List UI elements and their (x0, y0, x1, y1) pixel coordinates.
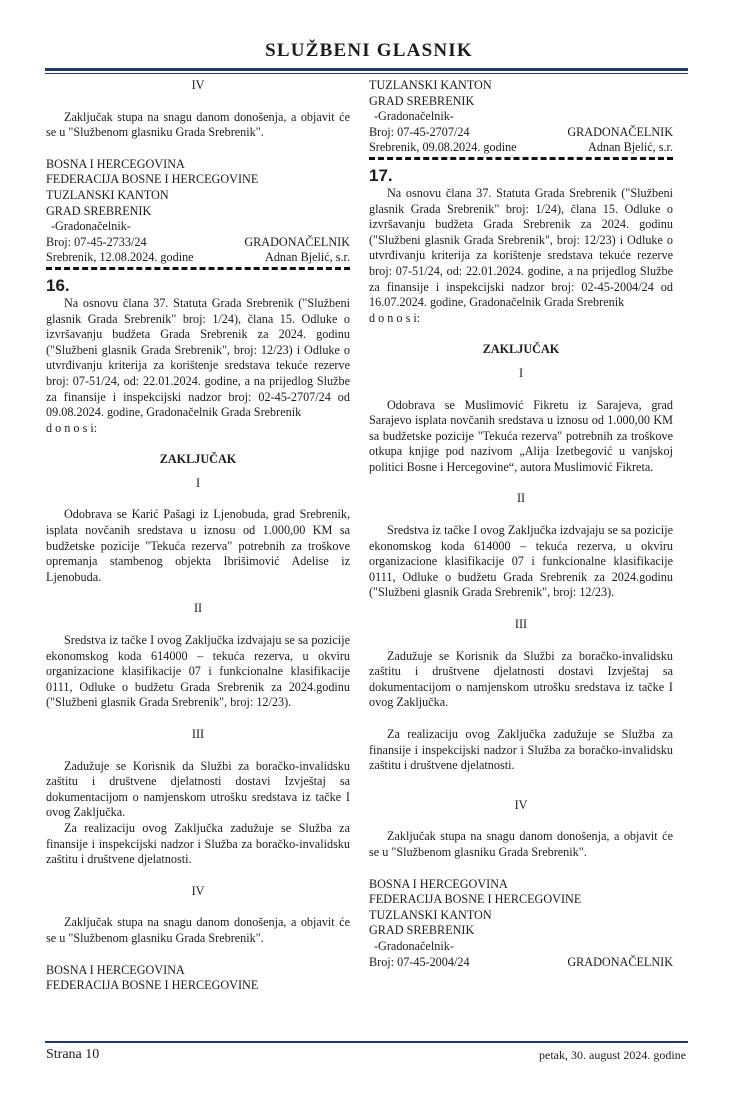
act-preamble: Na osnovu člana 37. Statuta Grada Srebrenik ("Službeni glasnik Grada Srebrenik" broj: 1/24), člana 15. Odluke o izvršavanju budžeta Grada Srebrenik za 2024. godinu ("Službeni glasnik Grada Srebrenik", broj: 12/23) i Odluke o utvrđivanju kriterija za korištenje sredstava tekuće rezerve broj: 07-51/24, od: 22.01.2024. godine, a na prijedlog Službe za finansije i inspekcijski nadzor broj: 02-45-2707/24 od 09.08.2024. godine, Gradonačelnik Grada Srebrenik (46, 295, 350, 420)
act-number: 17. (369, 165, 393, 185)
sig-role: GRADONAČELNIK (567, 124, 673, 139)
section-iv-heading: IV (191, 78, 205, 92)
sig-role: GRADONAČELNIK (567, 954, 673, 969)
sig-date: Srebrenik, 12.08.2024. godine (46, 250, 194, 265)
signature-block (46, 157, 350, 266)
section-i-heading: I (518, 365, 524, 380)
footer-rule (45, 1041, 688, 1043)
section-iv-text: Zaključak stupa na snagu danom donošenja, a objavit će se u "Službenom glasniku Grada Srebrenik". (369, 829, 673, 859)
act-title: ZAKLJUČAK (482, 342, 560, 357)
sig-row (46, 250, 350, 266)
sig-row (369, 140, 673, 156)
section-ii-text: Sredstva iz tačke I ovog Zaključka izdvajaju se sa pozicije ekonomskog koda 614000 – tekuća rezerva, u okviru organizacione klasifikacije 07 i funkcionalne klasifikacije 0111, Odluke o budžetu Grada Srebrenik za 2024.godinu ("Službeni glasnik Grada Srebrenik", broj: 12/23). (369, 523, 673, 600)
header-rule-thin (45, 73, 688, 74)
sig-row (46, 235, 350, 251)
sig-line: FEDERACIJA BOSNE I HERCEGOVINE (46, 172, 259, 187)
act-donosi: d o n o s i: (369, 310, 421, 325)
header-rule (45, 68, 688, 71)
sig-line: BOSNA I HERCEGOVINA (369, 876, 508, 891)
section-iv-text: Zaključak stupa na snagu danom donošenja, a objavit će se u "Službenom glasniku Grada Srebrenik". (46, 109, 350, 140)
sig-line: -Gradonačelnik- (374, 938, 454, 953)
sig-line: -Gradonačelnik- (51, 219, 131, 234)
sig-row (369, 955, 673, 971)
sig-line: GRAD SREBRENIK (369, 93, 475, 108)
sig-line: BOSNA I HERCEGOVINA (46, 156, 185, 171)
issue-date: petak, 30. august 2024. godine (539, 1048, 686, 1062)
section-iii-text: Zadužuje se Korisnik da Službi za boračko-invalidsku zaštitu i društvene djelatnosti dostavi Izvještaj sa dokumentacijom o namjenskom utrošku sredstava iz tačke I ovog Zaključka. (369, 648, 673, 710)
sig-name: Adnan Bjelić, s.r. (265, 250, 350, 265)
section-i-text: Odobrava se Karić Pašagi iz Ljenobuda, grad Srebrenik, isplata novčanih sredstava u iznosu od 1.000,00 KM sa budžetske pozicije "Tekuća rezerva" potrebnih za troškove opremanja stambenog objekta Ibrišimović Adelise iz Ljenobuda. (46, 507, 350, 584)
right-column (369, 78, 673, 970)
section-iii-text-2: Za realizaciju ovog Zaključka zadužuje se Služba za finansije i inspekcijski nadzor i Služba za boračko-invalidsku zaštitu i društvene djelatnosti. (369, 727, 673, 773)
section-i-text: Odobrava se Muslimović Fikretu iz Sarajeva, grad Sarajevo isplata novčanih sredstava u iznosu od 1.000,00 KM sa budžetske pozicije "Tekuća rezerva" potrebnih za troškove otkupa knjige pod nazivom „Alija Izetbegović u vanjskoj politici Bosne i Hercegovine“, autora Muslimović Fikreta. (369, 397, 673, 474)
sig-broj: Broj: 07-45-2733/24 (46, 234, 147, 249)
sig-date: Srebrenik, 09.08.2024. godine (369, 140, 517, 155)
section-iii-text-2: Za realizaciju ovog Zaključka zadužuje se Služba za finansije i inspekcijski nadzor i Služba za boračko-invalidsku zaštitu i društvene djelatnosti. (46, 820, 350, 867)
sig-line: GRAD SREBRENIK (46, 203, 152, 218)
signature-block (369, 78, 673, 156)
sig-line: FEDERACIJA BOSNE I HERCEGOVINE (46, 978, 259, 993)
act-title: ZAKLJUČAK (159, 452, 237, 467)
act-separator (369, 157, 673, 166)
sig-line: GRAD SREBRENIK (369, 923, 475, 938)
sig-line: TUZLANSKI KANTON (369, 907, 492, 922)
left-column (46, 78, 350, 994)
section-iii-text: Zadužuje se Korisnik da Službi za boračko-invalidsku zaštitu i društvene djelatnosti dostavi Izvještaj sa dokumentacijom o namjenskom utrošku sredstava iz tačke I ovog Zaključka. (46, 758, 350, 820)
section-iii-heading: III (191, 727, 205, 741)
sig-line: TUZLANSKI KANTON (369, 78, 492, 92)
section-ii-heading: II (516, 491, 526, 506)
section-iv-heading: IV (191, 883, 205, 898)
section-ii-heading: II (193, 601, 203, 616)
page-number: Strana 10 (46, 1047, 100, 1062)
sig-broj: Broj: 07-45-2707/24 (369, 124, 470, 139)
page-title: SLUŽBENI GLASNIK (265, 40, 473, 61)
section-iv-heading: IV (514, 797, 528, 812)
act-number: 16. (46, 275, 70, 295)
sig-line: TUZLANSKI KANTON (46, 187, 169, 202)
signature-block (369, 877, 673, 971)
sig-name: Adnan Bjelić, s.r. (588, 140, 673, 155)
sig-broj: Broj: 07-45-2004/24 (369, 954, 470, 969)
sig-row (369, 125, 673, 141)
act-donosi: d o n o s i: (46, 420, 98, 435)
section-ii-text: Sredstva iz tačke I ovog Zaključka izdvajaju se sa pozicije ekonomskog koda 614000 – tekuća rezerva, u okviru organizacione klasifikacije 07 i funkcionalne klasifikacije 0111, Odluke o budžetu Grada Srebrenik za 2024.godinu ("Službeni glasnik Grada Srebrenik", broj: 12/23). (46, 633, 350, 710)
sig-role: GRADONAČELNIK (244, 234, 350, 249)
act-separator (46, 267, 350, 276)
act-preamble: Na osnovu člana 37. Statuta Grada Srebrenik ("Službeni glasnik Grada Srebrenik" broj: 1/24), člana 15. Odluke o izvršavanju budžeta Grada Srebrenik za 2024. godinu ("Službeni glasnik Grada Srebrenik", broj: 12/23) i Odluke o utvrđivanju kriterija za korištenje sredstava tekuće rezerve broj: 07-51/24, od: 22.01.2024. godine, a na prijedlog Službe za finansije i inspekcijski nadzor broj: 02-45-2004/24 od 16.07.2024. godine, Gradonačelnik Grada Srebrenik (369, 185, 673, 310)
section-i-heading: I (195, 475, 201, 490)
sig-line: -Gradonačelnik- (374, 109, 454, 124)
section-iv-text: Zaključak stupa na snagu danom donošenja, a objavit će se u "Službenom glasniku Grada Srebrenik". (46, 915, 350, 945)
section-iii-heading: III (514, 617, 528, 632)
sig-line: BOSNA I HERCEGOVINA (46, 962, 185, 977)
sig-line: FEDERACIJA BOSNE I HERCEGOVINE (369, 892, 582, 907)
